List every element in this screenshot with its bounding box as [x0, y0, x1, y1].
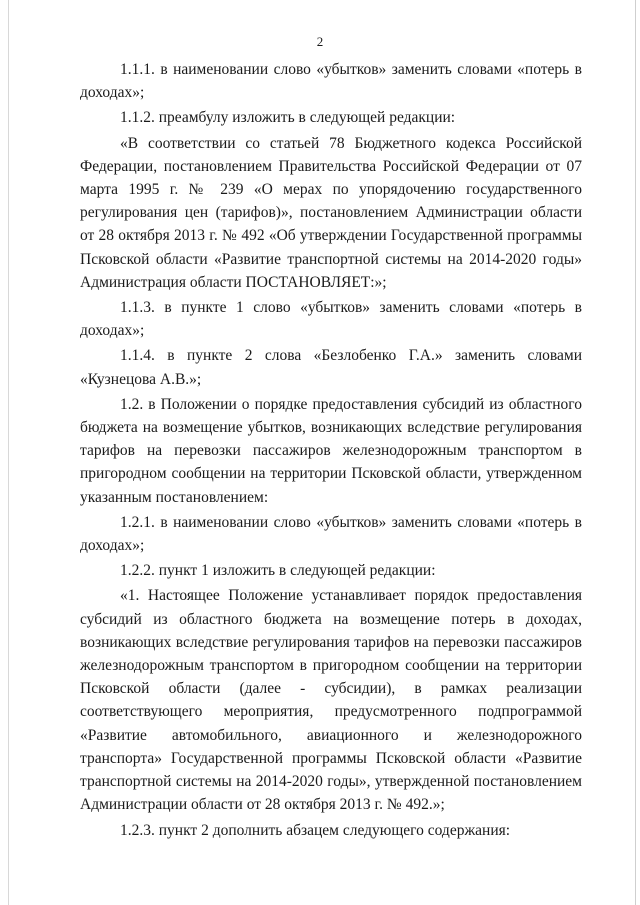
scan-edge-left [8, 0, 9, 905]
paragraph-1-2-2: 1.2.2. пункт 1 изложить в следующей редакции: [120, 562, 436, 580]
paragraph-1-1-3: 1.1.3. в пункте 1 слово «убытков» заменить словами «потерь в доходах»; [80, 299, 582, 340]
document-body [80, 58, 582, 842]
paragraph-1-1-2: 1.1.2. преамбулу изложить в следующей редакции: [120, 109, 456, 127]
paragraph-1-2-1: 1.2.1. в наименовании слово «убытков» заменить словами «потерь в доходах»; [80, 513, 582, 555]
paragraph-point-1: «1. Настоящее Положение устанавливает порядок предоставления субсидий из областного бюджета на возмещение потерь в доходах, возникающих вследствие регулирования тарифов на перевозки пассажиров железнодорожным транспортом в пригородном сообщении на территории Псковской области (далее - субсидии), в рамках реализации соответствующего мероприятия, предусмотренного подпрограммой «Развитие автомобильного, авиационного и железнодорожного транспорта» Государственной программы Псковской области «Развитие транспортной системы на 2014-2020 годы», утвержденной постановлением Администрации области от 28 октября 2013 г. № 492.»; [80, 587, 582, 814]
paragraph-1-1-1: 1.1.1. в наименовании слово «убытков» заменить словами «потерь в доходах»; [80, 61, 582, 102]
scan-edge-right [635, 0, 636, 905]
paragraph-1-1-4: 1.1.4. в пункте 2 слова «Безлобенко Г.А.» заменить словами «Кузнецова А.В.»; [80, 347, 582, 388]
page-number: 2 [316, 34, 324, 49]
paragraph-preamble: «В соответствии со статьей 78 Бюджетного кодекса Российской Федерации, постановлением Правительства Российской Федерации от 07 марта 1995 г. № 239 «О мерах по упорядочению государственного регулирования цен (тарифов)», постановлением Администрации области от 28 октября 2013 г. № 492 «Об утверждении Государственной программы Псковской области «Развитие транспортной системы на 2014-2020 годы» Администрация области ПОСТАНОВЛЯЕТ:»; [80, 134, 582, 291]
paragraph-1-2: 1.2. в Положении о порядке предоставления субсидий из областного бюджета на возмещение убытков, возникающих вследствие регулирования тарифов на перевозки пассажиров железнодорожным транспортом в пригородном сообщении на территории Псковской области, утвержденном указанным постановлением: [80, 395, 582, 506]
paragraph-1-2-3: 1.2.3. пункт 2 дополнить абзацем следующего содержания: [120, 821, 511, 839]
